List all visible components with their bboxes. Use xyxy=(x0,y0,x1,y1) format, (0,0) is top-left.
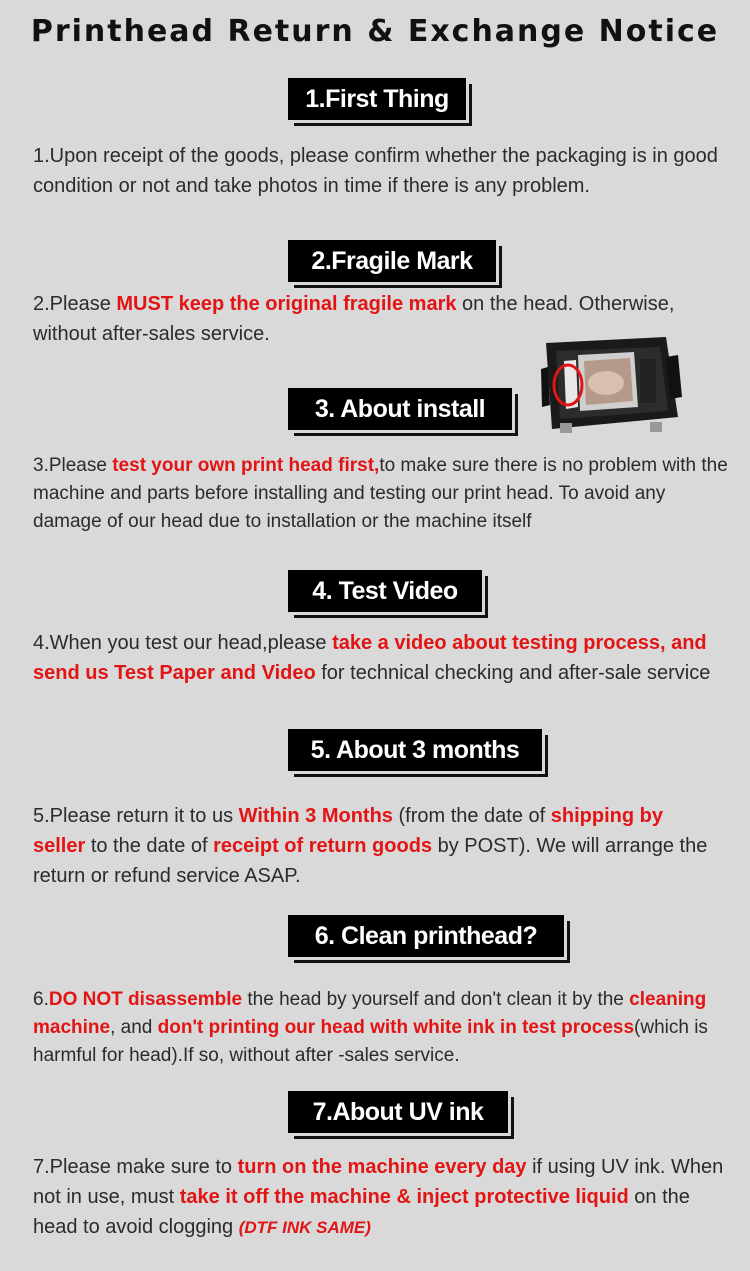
section-badge-first-thing: 1.First Thing xyxy=(288,78,466,120)
section-badge-about-uv-ink: 7.About UV ink xyxy=(288,1091,508,1133)
section-text-6 xyxy=(33,986,733,1070)
highlight-text: shipping by seller xyxy=(33,805,663,857)
section-text-3 xyxy=(33,452,733,536)
body-text: by POST). We will arrange the return or refund service ASAP. xyxy=(33,835,708,887)
page-title: Printhead Return & Exchange Notice xyxy=(30,14,720,49)
body-text: , and xyxy=(110,1017,158,1038)
body-text: 4.When you test our head,please xyxy=(33,632,333,654)
highlight-text: cleaning machine xyxy=(33,989,707,1038)
body-text: on the head. Otherwise, without after-sales service. xyxy=(33,293,675,345)
body-text: to the date of xyxy=(85,835,214,857)
section-text-5 xyxy=(33,801,713,891)
body-text: 1.Upon receipt of the goods, please confirm whether the packaging is in good condition or not and take photos in time if there is any problem. xyxy=(33,145,718,197)
highlight-text: Within 3 Months xyxy=(238,805,393,827)
section-text-1 xyxy=(33,141,733,201)
section-badge-clean-printhead: 6. Clean printhead? xyxy=(288,915,564,957)
section-text-7 xyxy=(33,1152,733,1243)
body-text: on the head to avoid clogging xyxy=(33,1186,690,1238)
body-text: if using UV ink. When not in use, must xyxy=(33,1156,724,1208)
highlight-text: test your own print head first, xyxy=(112,455,380,476)
body-text: the head by yourself and don't clean it by the xyxy=(242,989,630,1010)
highlight-text: receipt of return goods xyxy=(213,835,433,857)
highlight-text: take it off the machine & inject protective liquid xyxy=(179,1186,629,1208)
highlight-text: DO NOT disassemble xyxy=(48,989,243,1010)
body-text: (from the date of xyxy=(392,805,551,827)
body-text: 2.Please xyxy=(33,293,117,315)
section-badge-about-install: 3. About install xyxy=(288,388,512,430)
body-text: to make sure there is no problem with the machine and parts before installing and testing our print head. To avoid any damage of our head due to installation or the machine itself xyxy=(33,455,728,532)
highlight-text: take a video about testing process, and send us Test Paper and Video xyxy=(33,632,707,684)
printhead-photo xyxy=(538,337,684,442)
body-text: 5.Please return it to us xyxy=(33,805,239,827)
body-text: 6. xyxy=(33,989,49,1010)
body-text: for technical checking and after-sale service xyxy=(315,662,711,684)
body-text: 3.Please xyxy=(33,455,113,476)
dtf-ink-note: (DTF INK SAME) xyxy=(238,1218,371,1237)
highlight-text: don't printing our head with white ink in test process xyxy=(157,1017,635,1038)
section-badge-fragile-mark: 2.Fragile Mark xyxy=(288,240,496,282)
section-badge-about-3-months: 5. About 3 months xyxy=(288,729,542,771)
section-badge-test-video: 4. Test Video xyxy=(288,570,482,612)
body-text: 7.Please make sure to xyxy=(33,1156,238,1178)
section-text-4 xyxy=(33,628,733,688)
body-text: (which is harmful for head).If so, without after -sales service. xyxy=(33,1017,708,1066)
highlight-text: MUST keep the original fragile mark xyxy=(116,293,457,315)
highlight-text: turn on the machine every day xyxy=(237,1156,527,1178)
